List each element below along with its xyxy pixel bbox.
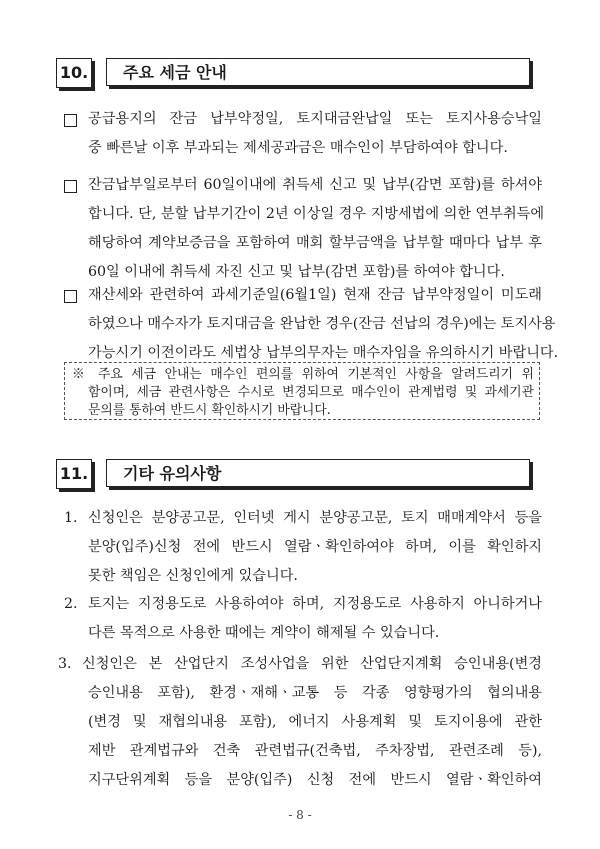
text-line: 60일 이내에 취득세 자진 신고 및 납부(감면 포함)를 하여야 합니다.: [88, 264, 505, 280]
section-title: 기타 유의사항: [106, 459, 530, 487]
section-number: 10.: [56, 58, 92, 88]
text-line: 다른 목적으로 사용한 때에는 계약이 해제될 수 있습니다.: [88, 625, 440, 641]
text-line: 신청인은 본 산업단지 조성사업을 위한 산업단지계획 승인내용(변경: [82, 656, 542, 672]
checkbox-bullet-icon: [64, 180, 77, 193]
tax-item-2: [88, 171, 545, 287]
text-line: 하였으나 매수자가 토지대금을 완납한 경우(잔금 선납의 경우)에는 토지사용: [88, 316, 556, 332]
text-line: (변경 및 재협의내용 포함), 에너지 사용계획 및 토지이용에 관한: [88, 714, 542, 730]
text-line: 신청인은 분양공고문, 인터넷 게시 분양공고문, 토지 매매계약서 등을: [88, 510, 542, 526]
tax-item-3: [88, 281, 559, 368]
text-line: 승인내용 포함), 환경ㆍ재해ㆍ교통 등 각종 영향평가의 협의내용: [88, 685, 542, 701]
item-number: 1.: [64, 510, 78, 526]
note-line: ※ 주요 세금 안내는 매수인 편의를 위하여 기본적인 사항을 알려드리기 위: [72, 367, 534, 382]
text-line: 공급용지의 잔금 납부약정일, 토지대금완납일 또는 토지사용승낙일: [88, 111, 542, 127]
note-line: 함이며, 세금 관련사항은 수시로 변경되므로 매수인이 관계법령 및 과세기관: [88, 385, 534, 400]
other-item-1: [88, 504, 542, 591]
text-line: 해당하여 계약보증금을 포함하여 매회 할부금액을 납부할 때마다 납부 후: [88, 235, 542, 251]
checkbox-bullet-icon: [64, 290, 77, 303]
text-line: 합니다. 단, 분할 납부기간이 2년 이상일 경우 지방세법에 의한 연부취득에: [88, 206, 545, 222]
text-line: 가능시기 이전이라도 세법상 납부의무자는 매수자임을 유의하시기 바랍니다.: [88, 345, 559, 361]
text-line: 제반 관계법규와 건축 관련법규(건축법, 주차장법, 관련조례 등),: [88, 743, 542, 759]
tax-item-1: [88, 105, 542, 163]
other-item-2: [88, 590, 542, 648]
other-item-3: [82, 650, 542, 795]
text-line: 분양(입주)신청 전에 반드시 열람ㆍ확인하여야 하며, 이를 확인하지: [88, 539, 542, 555]
section-number: 11.: [56, 459, 92, 489]
page-number: - 8 -: [288, 808, 312, 822]
checkbox-bullet-icon: [64, 114, 77, 127]
note-line: 문의를 통하여 반드시 확인하시기 바랍니다.: [88, 403, 331, 418]
text-line: 재산세와 관련하여 과세기준일(6월1일) 현재 잔금 납부약정일이 미도래: [88, 287, 542, 303]
text-line: 못한 책임은 신청인에게 있습니다.: [88, 568, 298, 584]
section-title: 주요 세금 안내: [106, 58, 530, 86]
text-line: 토지는 지정용도로 사용하여야 하며, 지정용도로 사용하지 아니하거나: [88, 596, 542, 612]
text-line: 잔금납부일로부터 60일이내에 취득세 신고 및 납부(감면 포함)를 하셔야: [88, 177, 542, 193]
item-number: 3.: [58, 656, 72, 672]
item-number: 2.: [64, 596, 78, 612]
tax-note: [72, 366, 534, 420]
text-line: 지구단위계획 등을 분양(입주) 신청 전에 반드시 열람ㆍ확인하여: [88, 772, 542, 788]
text-line: 중 빠른날 이후 부과되는 제세공과금은 매수인이 부담하여야 합니다.: [88, 140, 508, 156]
